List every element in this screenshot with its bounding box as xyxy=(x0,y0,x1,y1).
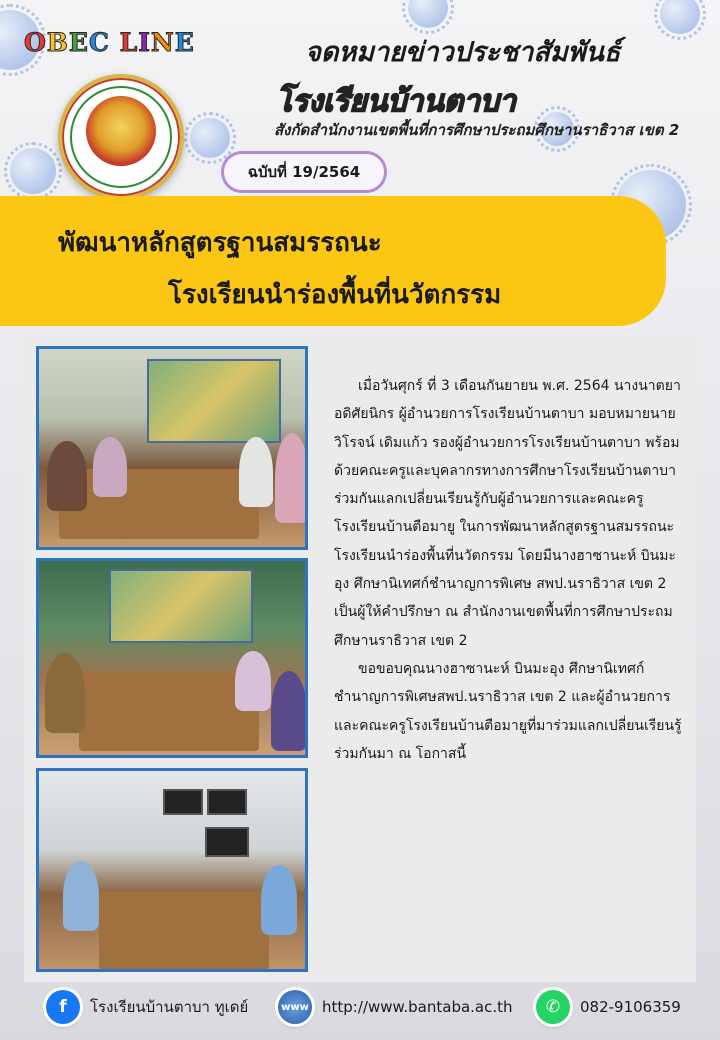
facebook-icon: f xyxy=(46,990,80,1024)
website-url: http://www.bantaba.ac.th xyxy=(322,998,513,1016)
phone-link[interactable] xyxy=(536,990,681,1024)
virus-decoration xyxy=(190,118,230,158)
article-paragraph-1: เมื่อวันศุกร์ ที่ 3 เดือนกันยายน พ.ศ. 2564 นางนาตยา อดิศัยนิกร ผู้อำนวยการโรงเรียนบ้านตาบา มอบหมายนายวิโรจน์ เดิมแก้ว รองผู้อำนวยการโรงเรียนบ้านตาบา พร้อมด้วยคณะครูและบุคลากรทางการศึกษาโรงเรียนบ้านตาบา ร่วมกันแลกเปลี่ยนเรียนรู้กับผู้อำนวยการและคณะครูโรงเรียนบ้านตือมายู ในการพัฒนาหลักสูตรฐานสมรรถนะ โรงเรียนนำร่องพื้นที่นวัตกรรม โดยมีนางฮาซานะห์ บินมะอุง ศึกษานิเทศก์ชำนาญการพิเศษ สพป.นราธิวาส เขต 2 เป็นผู้ให้คำปรึกษา ณ สำนักงานเขตพื้นที่การศึกษาประถมศึกษานราธิวาส เขต 2 xyxy=(334,378,681,649)
obec-line-logo: OBEC LINE xyxy=(24,28,195,57)
issue-badge xyxy=(221,151,387,193)
phone-number: 082-9106359 xyxy=(580,998,681,1016)
virus-decoration xyxy=(660,0,700,34)
affiliation: สังกัดสำนักงานเขตพื้นที่การศึกษาประถมศึกษานราธิวาส เขต 2 xyxy=(274,121,680,139)
footer xyxy=(0,982,720,1040)
virus-decoration xyxy=(10,148,56,194)
website-link[interactable] xyxy=(278,990,513,1024)
article-body xyxy=(334,372,690,768)
headline-banner xyxy=(0,196,666,326)
headline-line-1: พัฒนาหลักสูตรฐานสมรรถนะ xyxy=(58,228,382,258)
meeting-photo-1 xyxy=(36,346,308,550)
facebook-link[interactable] xyxy=(46,990,248,1024)
school-emblem xyxy=(58,74,184,200)
issue-number: ฉบับที่ 19/2564 xyxy=(247,163,361,181)
virus-decoration xyxy=(408,0,448,28)
meeting-photo-2 xyxy=(36,558,308,758)
article-paragraph-2: ขอขอบคุณนางฮาซานะห์ บินมะอุง ศึกษานิเทศก์ชำนาญการพิเศษสพป.นราธิวาส เขต 2 และผู้อำนวยการและคณะครูโรงเรียนบ้านตือมายูที่มาร่วมแลกเปลี่ยนเรียนรู้ร่วมกันมา ณ โอกาสนี้ xyxy=(334,660,682,762)
facebook-label: โรงเรียนบ้านตาบา ทูเดย์ xyxy=(90,998,249,1016)
headline-line-2: โรงเรียนนำร่องพื้นที่นวัตกรรม xyxy=(168,280,502,310)
meeting-photo-3 xyxy=(36,768,308,972)
www-globe-icon: www xyxy=(278,990,312,1024)
whatsapp-phone-icon: ✆ xyxy=(536,990,570,1024)
emblem-seal xyxy=(86,96,156,166)
school-name: โรงเรียนบ้านตาบา xyxy=(276,84,516,119)
article-panel xyxy=(24,336,696,982)
newsletter-title: จดหมายข่าวประชาสัมพันธ์ xyxy=(305,37,621,68)
